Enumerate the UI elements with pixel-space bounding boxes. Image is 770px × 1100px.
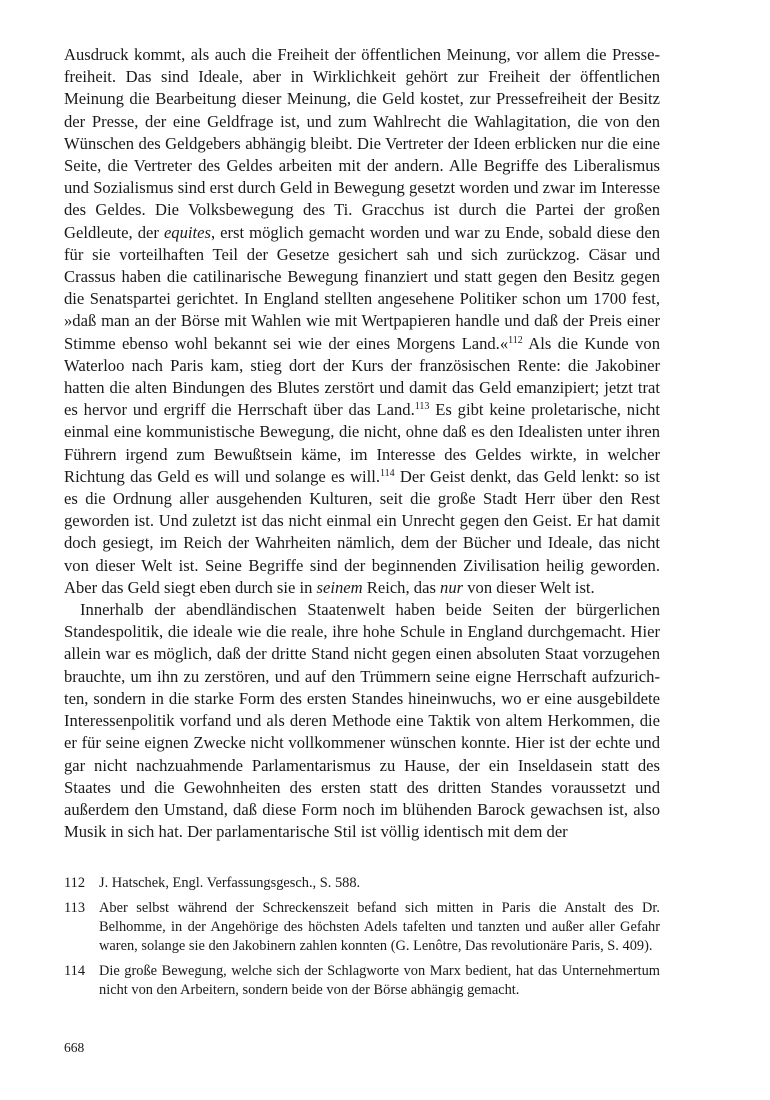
footnote-text: Aber selbst während der Schreckenszeit befand sich mitten in Paris die Anstalt des Dr. Belhomme, in der Angehörige des höchsten Adels tafelten und tanzten und außer aller Gefahr waren, solange sie den Jakobinern zahlen konnten (G. Lenôtre, Das revolutionäre Paris, S. 409). bbox=[99, 900, 660, 954]
footnote-112 bbox=[64, 874, 660, 893]
italic-word-nur: nur bbox=[440, 577, 464, 597]
paragraph-1 bbox=[64, 44, 660, 599]
footnote-ref-112: 112 bbox=[508, 334, 523, 346]
page-number: 668 bbox=[64, 1040, 85, 1055]
page-body bbox=[64, 44, 660, 843]
footnote-text: J. Hatschek, Engl. Verfassungsgesch., S. 588. bbox=[99, 875, 361, 891]
footnote-ref-114: 114 bbox=[380, 467, 395, 479]
italic-word-seinem: seinem bbox=[316, 577, 363, 597]
main-text bbox=[64, 44, 660, 843]
text-run: von dieser Welt ist. bbox=[463, 577, 595, 597]
italic-term-equites: equites bbox=[163, 222, 211, 242]
text-run: Als die Kunde von Waterloo nach Paris kam, stieg dort der Kurs der französischen Rente: die Jakobiner hatten die alten Bindungen des Blutes zerstört und damit das Geld emanzipiert; jetzt trat es hervor und ergriff die Herrschaft über das Land. bbox=[64, 333, 660, 420]
footnote-text: Die große Bewegung, welche sich der Schlagworte von Marx bedient, hat das Unternehmertum nicht von den Arbeitern, sondern beide von der Börse abhängig gemacht. bbox=[99, 963, 660, 998]
text-run: Ausdruck kommt, als auch die Freiheit der öffentlichen Meinung, vor allem die Pressefreiheit. Das sind Ideale, aber in Wirklichkeit gehört zur Freiheit der öffentlichen Meinung die Bearbeitung dieser Meinung, die Geld kostet, zur Pressefreiheit der Besitz der Presse, der eine Geldfrage ist, und zum Wahlrecht die Wahlagitation, die von den Wünschen des Geldgebers abhängig bleibt. Die Vertreter der Ideen erblicken nur die eine Seite, die Vertreter des Geldes arbeiten mit der andern. Alle Begriffe des Liberalismus und Sozialismus sind erst durch Geld in Bewegung gesetzt worden und zwar im Interesse des Geldes. Die Volksbewegung des Ti. Gracchus ist durch die Partei der großen Geldleute, der bbox=[64, 45, 660, 242]
footnote-number: 113 bbox=[64, 900, 86, 916]
text-run: , erst möglich gemacht worden und war zu Ende, sobald diese den für sie vorteilhaften Teil der Gesetze gesichert sah und sich zurückzog. Cäsar und Crassus haben die catilinarische Bewegung finanziert und statt gegen den Besitz gegen die Senatspartei gerichtet. In England stellten angesehene Politiker schon um 1700 fest, »daß man an der Börse mit Wahlen wie mit Wertpapieren handle und daß der Preis einer Stimme ebenso wohl bekannt sei wie der eines Morgens Land.« bbox=[64, 222, 660, 353]
footnote-113 bbox=[64, 899, 660, 956]
footnotes bbox=[64, 874, 660, 1006]
text-run: Es gibt keine proletarische, nicht einmal eine kommunistische Bewegung, die nicht, ohne daß es den Idealisten unter ihren Führern irgend zum Bewußtsein käme, im Interesse des Geldes wirkte, in welcher Richtung das Geld es will und solange es will. bbox=[64, 400, 660, 486]
text-run: Der Geist denkt, das Geld lenkt: so ist es die Ordnung aller ausgehenden Kulturen, seit die große Stadt Herr über den Rest geworden ist. Und zuletzt ist das nicht einmal ein Unrecht gegen den Geist. Er hat damit doch gesiegt, im Reich der Wahrheiten nämlich, dem der Bücher und Ideale, das nicht von dieser Welt ist. Seine Begriffe sind der beginnenden Zivilisation heilig geworden. Aber das Geld siegt eben durch sie in bbox=[64, 466, 660, 597]
footnote-ref-113: 113 bbox=[414, 401, 430, 413]
footnote-number: 112 bbox=[64, 875, 86, 891]
footnote-number: 114 bbox=[64, 963, 86, 979]
footnote-114 bbox=[64, 962, 660, 1000]
paragraph-2: Innerhalb der abendländischen Staatenwelt haben beide Seiten der bürgerlichen Standespolitik, die ideale wie die reale, ihre hohe Schule in England durchgemacht. Hier allein war es möglich, daß der dritte Stand nicht gegen einen absoluten Staat vorzugehen brauchte, um ihn zu zerstören, und auf den Trümmern seine eigne Herrschaft aufzurichten, sondern in die starke Form des ersten Standes hineinwuchs, wo er eine ausgebildete Interessenpolitik vorfand und als deren Methode eine Taktik von altem Herkommen, die er für seine eignen Zwecke nicht vollkommener wünschen konnte. Hier ist der echte und gar nicht nachzuahmende Parlamentarismus zu Hause, der ein Inseldasein statt des Staates und die Gewohnheiten des ersten statt des dritten Standes voraussetzt und außerdem den Umstand, daß diese Form noch im blühenden Barock gewachsen ist, also Musik in sich hat. Der parlamentarische Stil ist völlig identisch mit dem der bbox=[64, 600, 660, 842]
text-run: Reich, das bbox=[362, 577, 441, 597]
